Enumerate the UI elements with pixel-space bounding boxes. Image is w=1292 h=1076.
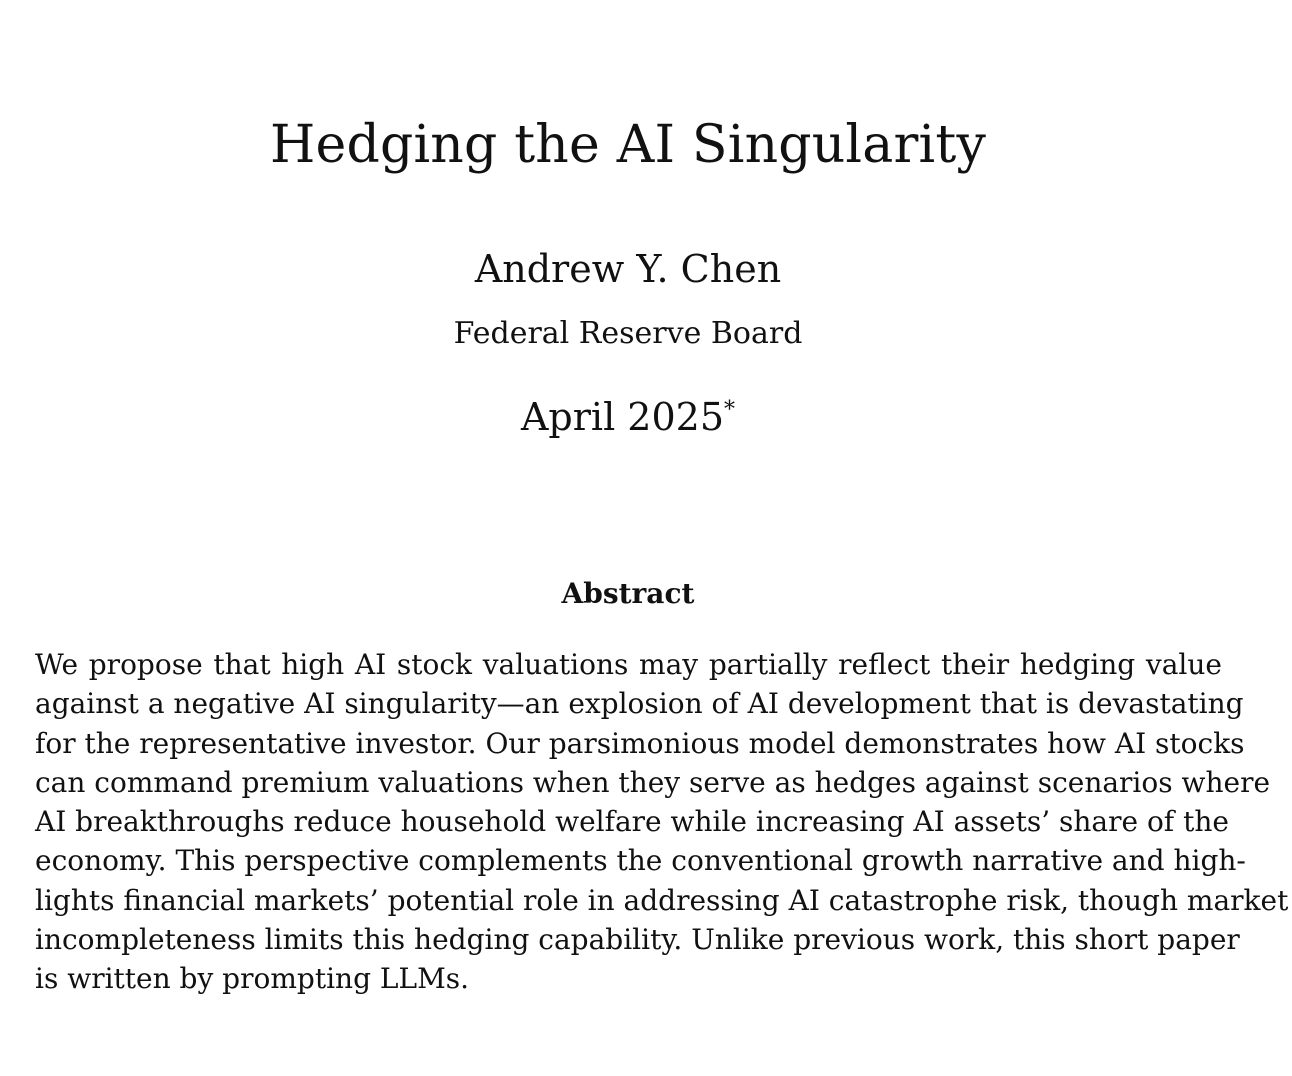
paper-date	[0, 393, 1256, 441]
abstract-line: lights financial markets’ potential role in addressing AI catastrophe risk, though market	[35, 883, 1289, 917]
paper-title: Hedging the AI Singularity	[269, 115, 987, 175]
abstract-line: incompleteness limits this hedging capability. Unlike previous work, this short paper	[35, 923, 1240, 957]
abstract-line: We propose that high AI stock valuations may partially reflect their hedging value	[35, 648, 1222, 681]
abstract-line: economy. This perspective complements the conventional growth narrative and high-	[35, 844, 1246, 878]
author-name: Andrew Y. Chen	[474, 247, 782, 291]
date-footnote-mark: *	[724, 397, 736, 423]
abstract-body	[35, 645, 1289, 999]
abstract-line: can command premium valuations when they serve as hedges against scenarios where	[35, 765, 1271, 799]
abstract-line: against a negative AI singularity—an explosion of AI development that is devastating	[35, 687, 1244, 721]
abstract-line: for the representative investor. Our parsimonious model demonstrates how AI stocks	[35, 726, 1245, 760]
abstract-heading: Abstract	[561, 577, 695, 610]
author-affiliation: Federal Reserve Board	[453, 316, 803, 351]
abstract-line: AI breakthroughs reduce household welfare while increasing AI assets’ share of the	[35, 805, 1229, 839]
abstract-line: is written by prompting LLMs.	[35, 962, 470, 996]
date-text: April 2025	[520, 395, 725, 439]
